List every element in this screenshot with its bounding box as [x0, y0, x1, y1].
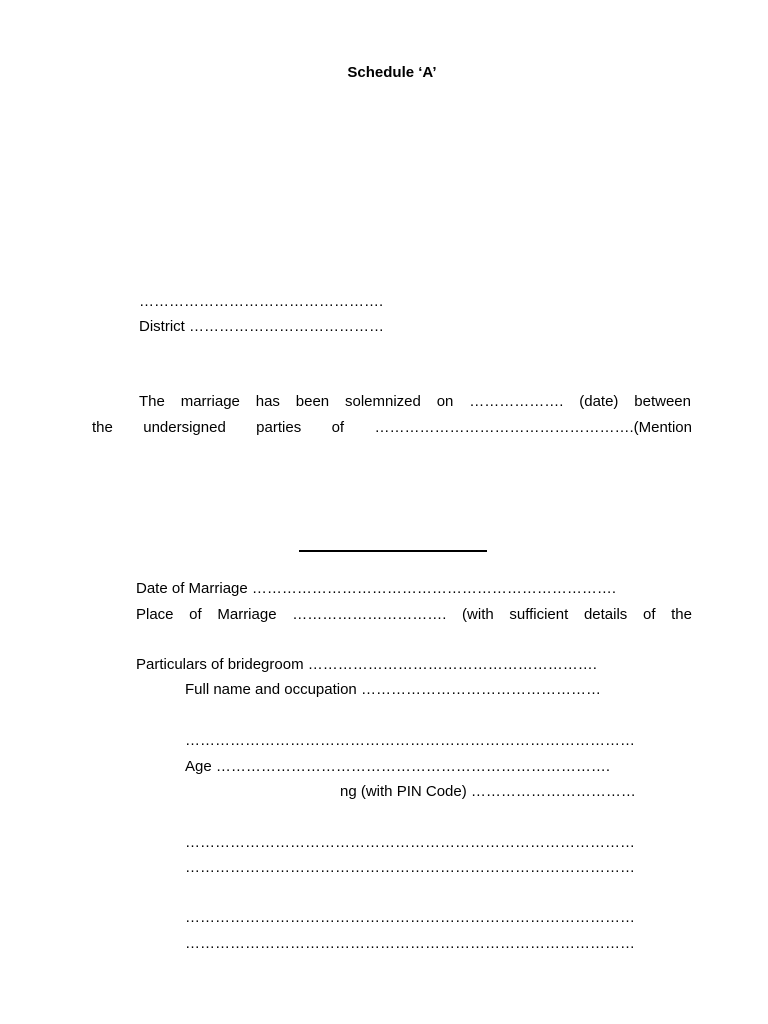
- full-name-occupation: Full name and occupation …………………………………………: [185, 681, 601, 698]
- age-line: Age …………………………………………………………………….: [185, 758, 611, 775]
- dotted-line: ………………………………………………………………………………: [185, 909, 635, 926]
- date-of-marriage: Date of Marriage ……………………………………………………………….: [136, 580, 617, 597]
- district-line: District …………………………………: [139, 318, 384, 335]
- place-of-marriage: Place of Marriage …………………………. (with sufficient details of the: [136, 606, 692, 623]
- dotted-line: ………………………………………………………………………………: [185, 935, 635, 952]
- place-blank: ………………………………………….: [139, 293, 384, 310]
- address-pin-code-line: ng (with PIN Code) ……………………………: [340, 783, 636, 800]
- dotted-line: ………………………………………………………………………………: [185, 834, 635, 851]
- dotted-line: ………………………………………………………………………………: [185, 859, 635, 876]
- paragraph-line-2: the undersigned parties of …………………………………………….(Mention: [92, 419, 692, 436]
- section-divider: [299, 550, 487, 552]
- dotted-line: ………………………………………………………………………………: [185, 732, 635, 749]
- document-title: Schedule ‘A’: [347, 64, 437, 81]
- particulars-of-bridegroom: Particulars of bridegroom ………………………………………………….: [136, 656, 597, 673]
- paragraph-line-1: The marriage has been solemnized on ………………. (date) between: [139, 393, 691, 410]
